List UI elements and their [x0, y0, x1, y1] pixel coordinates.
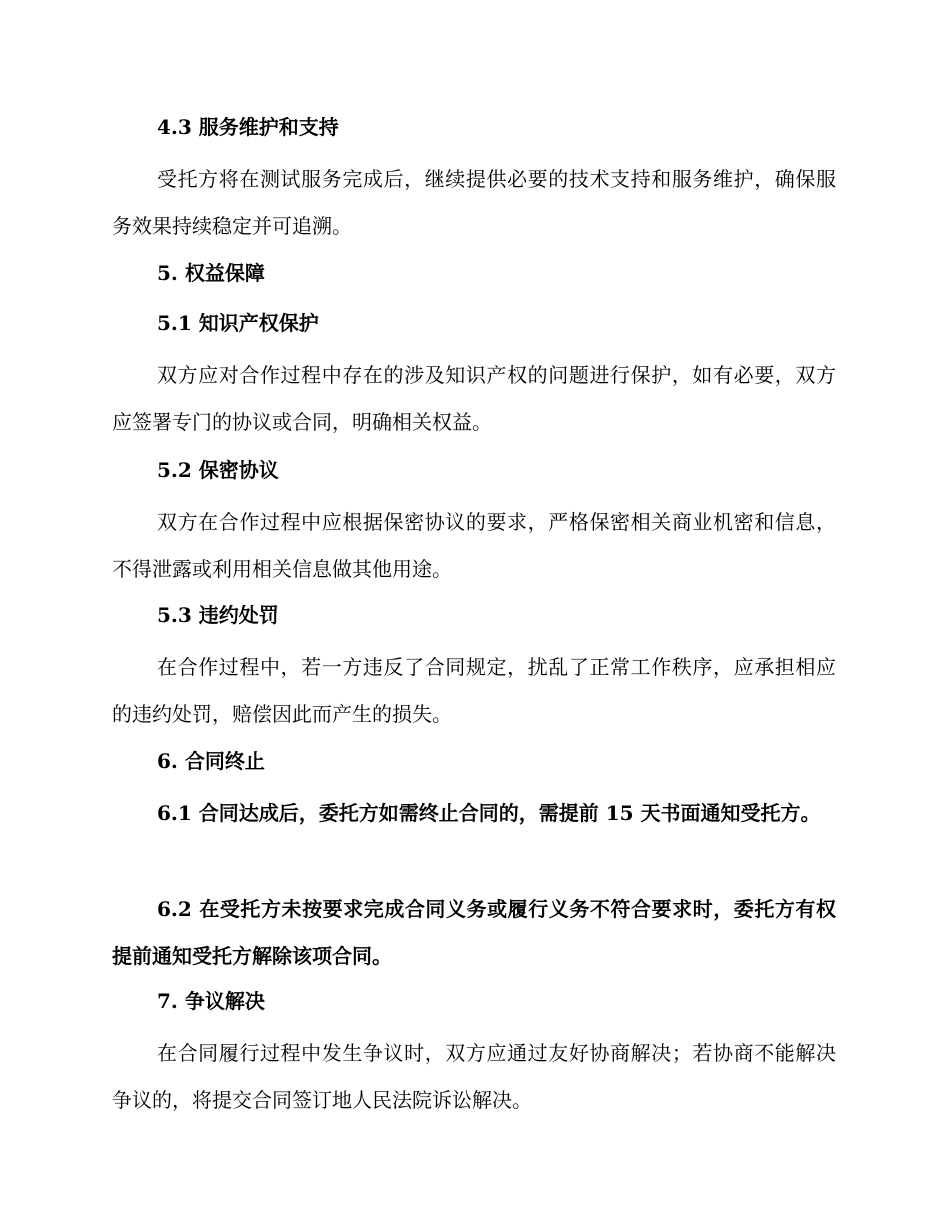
- heading-5-3: 5.3 违约处罚: [157, 603, 279, 627]
- paragraph-5-1: 双方应对合作过程中存在的涉及知识产权的问题进行保护，如有必要，双方应签署专门的协议或合同，明确相关权益。: [112, 363, 836, 434]
- heading-6: 6. 合同终止: [157, 749, 265, 773]
- paragraph-4-3: 受托方将在测试服务完成后，继续提供必要的技术支持和服务维护，确保服务效果持续稳定并可追溯。: [112, 167, 836, 238]
- clause-6-1: 6.1 合同达成后，委托方如需终止合同的，需提前 15 天书面通知受托方。: [157, 801, 821, 825]
- heading-5-2: 5.2 保密协议: [157, 458, 279, 482]
- paragraph-5-3: 在合作过程中，若一方违反了合同规定，扰乱了正常工作秩序，应承担相应的违约处罚，赔偿因此而产生的损失。: [112, 655, 836, 726]
- heading-5: 5. 权益保障: [157, 261, 265, 285]
- heading-5-1: 5.1 知识产权保护: [157, 311, 319, 335]
- paragraph-5-2: 双方在合作过程中应根据保密协议的要求，严格保密相关商业机密和信息，不得泄露或利用相关信息做其他用途。: [112, 510, 836, 581]
- paragraph-7: 在合同履行过程中发生争议时，双方应通过友好协商解决；若协商不能解决争议的，将提交合同签订地人民法院诉讼解决。: [112, 1041, 836, 1112]
- clause-6-2: 6.2 在受托方未按要求完成合同义务或履行义务不符合要求时，委托方有权提前通知受托方解除该项合同。: [112, 897, 836, 968]
- heading-7: 7. 争议解决: [157, 989, 265, 1013]
- heading-4-3: 4.3 服务维护和支持: [157, 115, 339, 139]
